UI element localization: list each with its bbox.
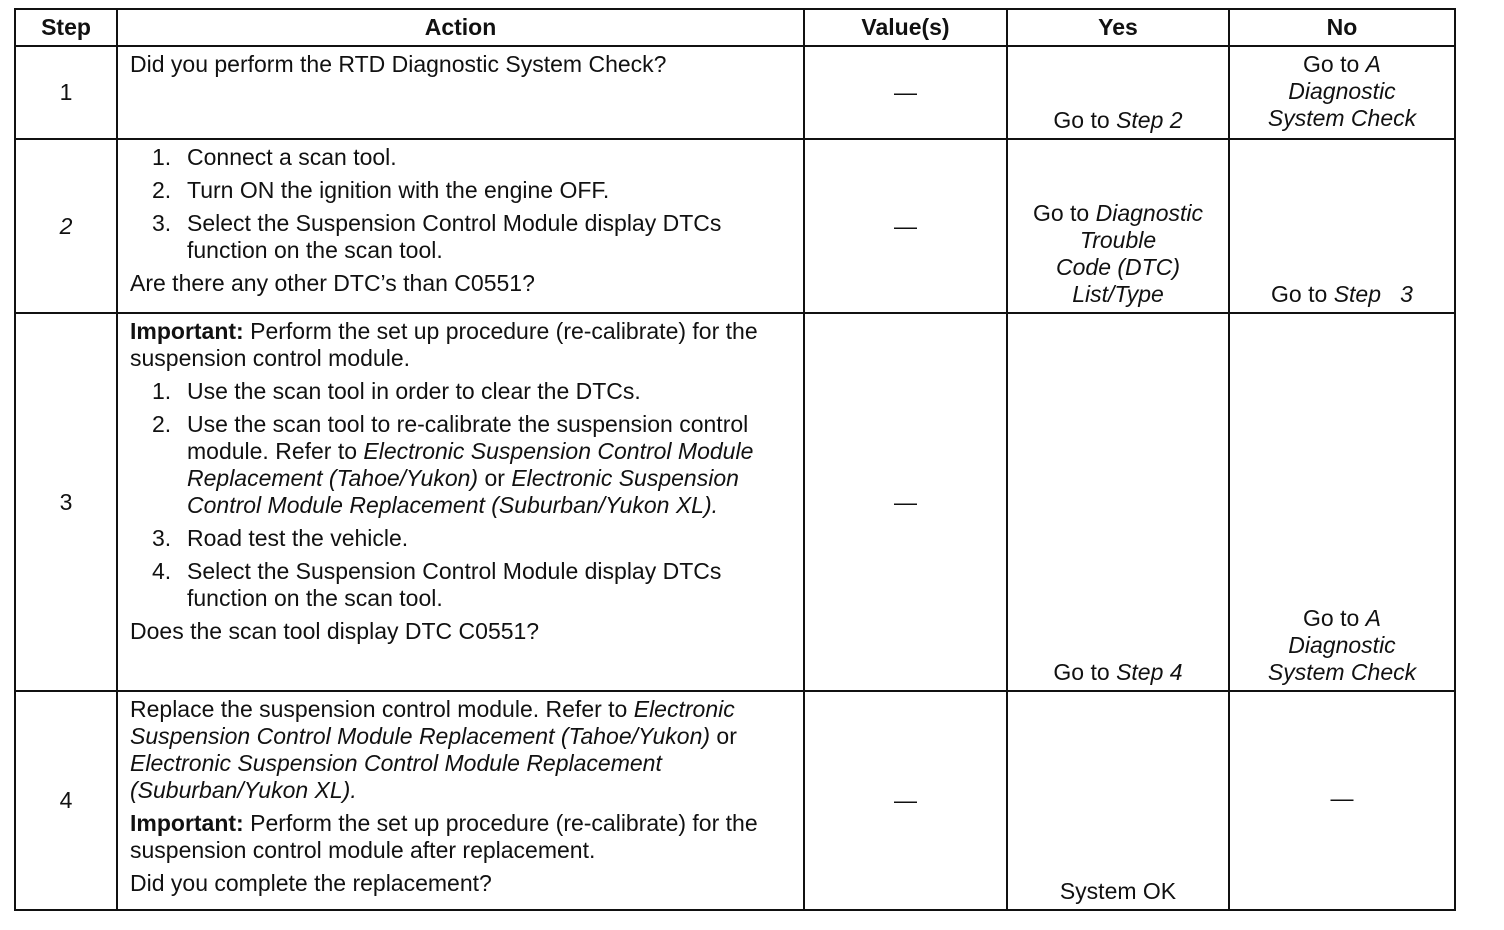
value-cell bbox=[804, 313, 1007, 691]
yes-link[interactable]: Step 2 bbox=[1116, 107, 1183, 133]
important-note bbox=[130, 810, 793, 864]
no-cell bbox=[1229, 46, 1455, 139]
step-number: 1 bbox=[15, 46, 117, 139]
no-link-c[interactable]: System Check bbox=[1267, 659, 1417, 685]
header-values: Value(s) bbox=[804, 9, 1007, 46]
step-list bbox=[130, 378, 793, 612]
yes-link-b[interactable]: Trouble bbox=[1079, 227, 1157, 253]
diagnostic-table bbox=[14, 8, 1456, 911]
list-item-text: Select the Suspension Control Module display DTCs function on the scan tool. bbox=[187, 210, 722, 263]
list-item: 2. Use the scan tool to re-calibrate the suspension control module. Refer to Electronic Suspension Control Module Replacement (Tahoe/Yukon) or Electronic Suspension Control Module Replacement (Suburban/Yukon XL). bbox=[152, 411, 754, 518]
yes-cell bbox=[1007, 313, 1229, 691]
yes-cell bbox=[1007, 139, 1229, 313]
yes-link-d[interactable]: List/Type bbox=[1072, 281, 1164, 307]
no-prefix: Go to bbox=[1271, 281, 1334, 307]
list-item-text: Turn ON the ignition with the engine OFF. bbox=[187, 177, 610, 203]
yes-cell bbox=[1007, 46, 1229, 139]
list-item-text: Select the Suspension Control Module display DTCs function on the scan tool. bbox=[187, 558, 722, 611]
header-step: Step bbox=[15, 9, 117, 46]
important-text: Perform the set up procedure (re-calibrate) for the suspension control module after replacement. bbox=[130, 810, 758, 863]
step-list bbox=[130, 144, 793, 264]
list-item: 2. Turn ON the ignition with the engine OFF. bbox=[152, 177, 610, 203]
question-text: Are there any other DTC’s than C0551? bbox=[130, 270, 535, 296]
action-cell bbox=[117, 313, 804, 691]
no-cell bbox=[1229, 691, 1455, 910]
table-row bbox=[15, 46, 1455, 139]
no-cell bbox=[1229, 139, 1455, 313]
important-label: Important: bbox=[130, 810, 244, 836]
value-cell bbox=[804, 46, 1007, 139]
no-cell bbox=[1229, 313, 1455, 691]
table-row bbox=[15, 139, 1455, 313]
yes-cell bbox=[1007, 691, 1229, 910]
reference-link[interactable]: Electronic Suspension Control Module Replacement (Tahoe/Yukon) bbox=[130, 696, 735, 749]
yes-link-a[interactable]: Diagnostic bbox=[1095, 200, 1204, 226]
important-label: Important: bbox=[130, 318, 244, 344]
no-link-b[interactable]: Diagnostic bbox=[1288, 632, 1396, 658]
or-text: or bbox=[710, 723, 737, 749]
list-item: 3. Road test the vehicle. bbox=[152, 525, 409, 551]
question-text: Does the scan tool display DTC C0551? bbox=[130, 618, 540, 644]
list-item-text: Road test the vehicle. bbox=[187, 525, 409, 551]
value-cell bbox=[804, 139, 1007, 313]
yes-prefix: Go to bbox=[1032, 200, 1096, 226]
list-item: 3. Select the Suspension Control Module display DTCs function on the scan tool. bbox=[152, 210, 722, 263]
step-number: 3 bbox=[15, 313, 117, 691]
value-text: — bbox=[894, 212, 917, 239]
action-cell bbox=[117, 139, 804, 313]
value-cell bbox=[804, 691, 1007, 910]
list-item: 4. Select the Suspension Control Module display DTCs function on the scan tool. bbox=[152, 558, 722, 611]
question-text: Did you perform the RTD Diagnostic System Check? bbox=[130, 51, 667, 77]
header-action: Action bbox=[117, 9, 804, 46]
yes-text: System OK bbox=[1059, 878, 1177, 904]
value-text: — bbox=[894, 787, 917, 813]
list-item-text: Use the scan tool to re-calibrate the suspension control module. Refer to bbox=[187, 411, 749, 464]
reference-link[interactable]: Electronic Suspension Control Module Replacement (Suburban/Yukon XL). bbox=[187, 465, 739, 518]
important-note bbox=[130, 318, 793, 372]
header-no: No bbox=[1229, 9, 1455, 46]
intro-text: Replace the suspension control module. Refer to bbox=[130, 696, 634, 722]
no-link-a[interactable]: A bbox=[1365, 51, 1381, 77]
reference-link[interactable]: Electronic Suspension Control Module Replacement (Tahoe/Yukon) bbox=[187, 438, 754, 491]
list-item-text: or bbox=[478, 465, 512, 491]
yes-link-c[interactable]: Code (DTC) bbox=[1056, 254, 1180, 280]
no-prefix: Go to bbox=[1303, 51, 1366, 77]
no-link-c[interactable]: System Check bbox=[1267, 105, 1417, 131]
action-cell bbox=[117, 46, 804, 139]
replace-instruction bbox=[130, 696, 793, 804]
list-item: 1. Connect a scan tool. bbox=[152, 144, 397, 170]
important-text: Perform the set up procedure (re-calibrate) for the suspension control module. bbox=[130, 318, 758, 371]
no-prefix: Go to bbox=[1303, 605, 1366, 631]
question-text: Did you complete the replacement? bbox=[130, 870, 492, 896]
list-item: 1. Use the scan tool in order to clear the DTCs. bbox=[152, 378, 641, 404]
yes-link[interactable]: Step 4 bbox=[1116, 659, 1183, 685]
header-row bbox=[15, 9, 1455, 46]
list-item-text: Connect a scan tool. bbox=[187, 144, 397, 170]
value-text: — bbox=[894, 79, 917, 105]
value-text: — bbox=[894, 488, 917, 515]
no-text: — bbox=[1330, 785, 1354, 811]
table-row bbox=[15, 313, 1455, 691]
step-number: 2 bbox=[15, 139, 117, 313]
no-link-a[interactable]: A bbox=[1365, 605, 1381, 631]
header-yes: Yes bbox=[1007, 9, 1229, 46]
table-row bbox=[15, 691, 1455, 910]
reference-link[interactable]: Electronic Suspension Control Module Replacement (Suburban/Yukon XL). bbox=[130, 750, 662, 803]
no-link-b[interactable]: Diagnostic bbox=[1288, 78, 1396, 104]
step-number: 4 bbox=[15, 691, 117, 910]
action-cell bbox=[117, 691, 804, 910]
list-item-text: Use the scan tool in order to clear the DTCs. bbox=[187, 378, 641, 404]
no-link[interactable]: Step 3 bbox=[1333, 281, 1413, 307]
yes-prefix: Go to bbox=[1053, 107, 1117, 133]
yes-prefix: Go to bbox=[1053, 659, 1117, 685]
